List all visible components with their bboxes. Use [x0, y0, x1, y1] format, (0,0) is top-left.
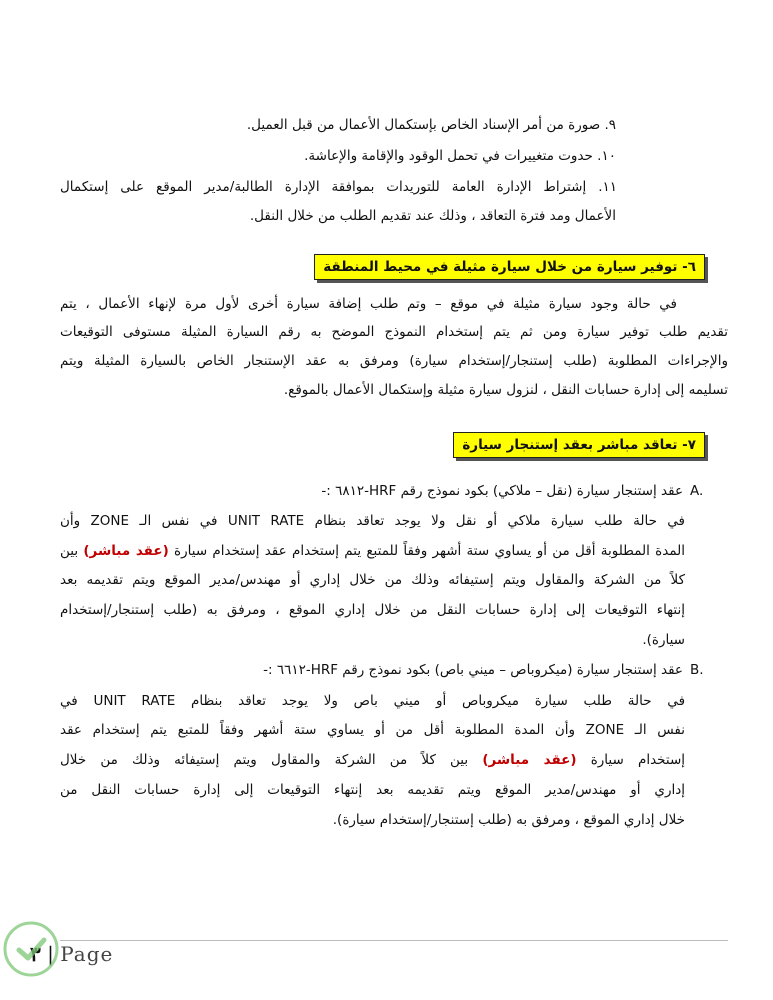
item-b-line-2: نفس الـ ZONE وأن المدة المطلوبة أقل من أو يساوي ستة أشهر وفقاً للمتبع يتم إستخدام عقد [60, 722, 685, 738]
list-item-9: ٩. صورة من أمر الإسناد الخاص بإستكمال الأعمال من قبل العميل. [246, 117, 616, 133]
section-7-heading: ٧- تعاقد مباشر بعقد إستنجار سيارة [453, 432, 705, 458]
section-6-line-2: تقديم طلب توفير سيارة ومن ثم يتم إستخدام النموذج الموضح به رقم السيارة المثيلة مستوفى التوقيعات [60, 324, 728, 340]
list-item-11-line-2: الأعمال ومد فترة التعاقد ، وذلك عند تقديم الطلب من خلال النقل. [249, 208, 616, 224]
item-b-marker: B. [690, 662, 704, 678]
direct-contract-label: (عقد مباشر) [83, 543, 169, 559]
item-b-line-5: خلال إداري الموقع ، ومرفق به (طلب إستنجار/إستخدام سيارة). [332, 812, 685, 828]
item-a-line-3: كلاً من الشركة والمقاول ويتم إستيفائه وذلك من خلال إداري أو مهندس/مدير الموقع ويتم تقديمه بعد [60, 572, 685, 588]
item-a-line-5: سيارة). [642, 632, 685, 648]
direct-contract-label-b: (عقد مباشر) [482, 752, 577, 768]
item-b-line-4: إداري أو مهندس/مدير الموقع ويتم تقديمه بعد إنتهاء التوقيعات إلى إدارة حسابات النقل من [60, 782, 685, 798]
item-a-title: عقد إستنجار سيارة (نقل – ملاكي) بكود نموذج رقم HRF-٦٨١٢ :- [321, 483, 683, 499]
footer-separator: | [47, 942, 54, 966]
list-item-11-line-1: ١١. إشتراط الإدارة العامة للتوريدات بموافقة الإدارة الطالبة/مدير الموقع على إستكمال [60, 179, 617, 195]
page-label: Page [60, 942, 114, 966]
item-b-line-3-end: بين كلاً من الشركة والمقاول ويتم إستيفائه وذلك من خلال [60, 752, 469, 768]
section-6-line-4: تسليمه إلى إدارة حسابات النقل ، لنزول سيارة مثيلة وإستكمال الأعمال بالموقع. [283, 382, 728, 398]
item-a-line-2-text: المدة المطلوبة أقل من أو يساوي ستة أشهر وفقاً للمتبع يتم إستخدام عقد إستخدام سيارة [174, 543, 686, 559]
list-item-10: ١٠. حدوت متغييرات في تحمل الوقود والإقامة والإعاشة. [304, 148, 616, 164]
item-b-line-1: في حالة طلب سيارة ميكروباص أو ميني باص ولا يوجد تعاقد بنظام UNIT RATE في [60, 693, 686, 709]
section-6-heading: ٦- توفير سيارة من خلال سيارة مثيلة في محيط المنطقة [314, 254, 705, 280]
logo-icon [2, 920, 60, 978]
page-number: ٣ [30, 942, 41, 966]
item-b-line-3-text: إستخدام سيارة [590, 752, 686, 768]
item-a-line-2-end: بين [60, 543, 79, 559]
item-a-line-2 [60, 542, 685, 560]
item-a-marker: A. [690, 483, 704, 499]
footer-rule [60, 940, 728, 941]
section-6-line-1: في حالة وجود سيارة مثيلة في موقع – وتم طلب إضافة سيارة أخرى لأول مرة لإنهاء الأعمال ، يتم [60, 296, 677, 312]
item-b-line-3 [60, 751, 685, 769]
item-b-title: عقد إستنجار سيارة (ميكروباص – ميني باص) بكود نموذج رقم HRF-٦٦١٢ :- [263, 662, 683, 678]
item-a-line-1: في حالة طلب سيارة ملاكي أو نقل ولا يوجد تعاقد بنظام UNIT RATE في نفس الـ ZONE وأن [60, 513, 685, 529]
section-6-line-3: والإجراءات المطلوبة (طلب إستنجار/إستخدام سيارة) ومرفق به عقد الإستنجار الخاص بالسيارة المثيلة ويتم [60, 353, 728, 369]
item-a-line-4: إنتهاء التوقيعات إلى إدارة حسابات النقل من خلال إداري الموقع ، ومرفق به (طلب إستنجار/إستخدام [60, 602, 685, 618]
